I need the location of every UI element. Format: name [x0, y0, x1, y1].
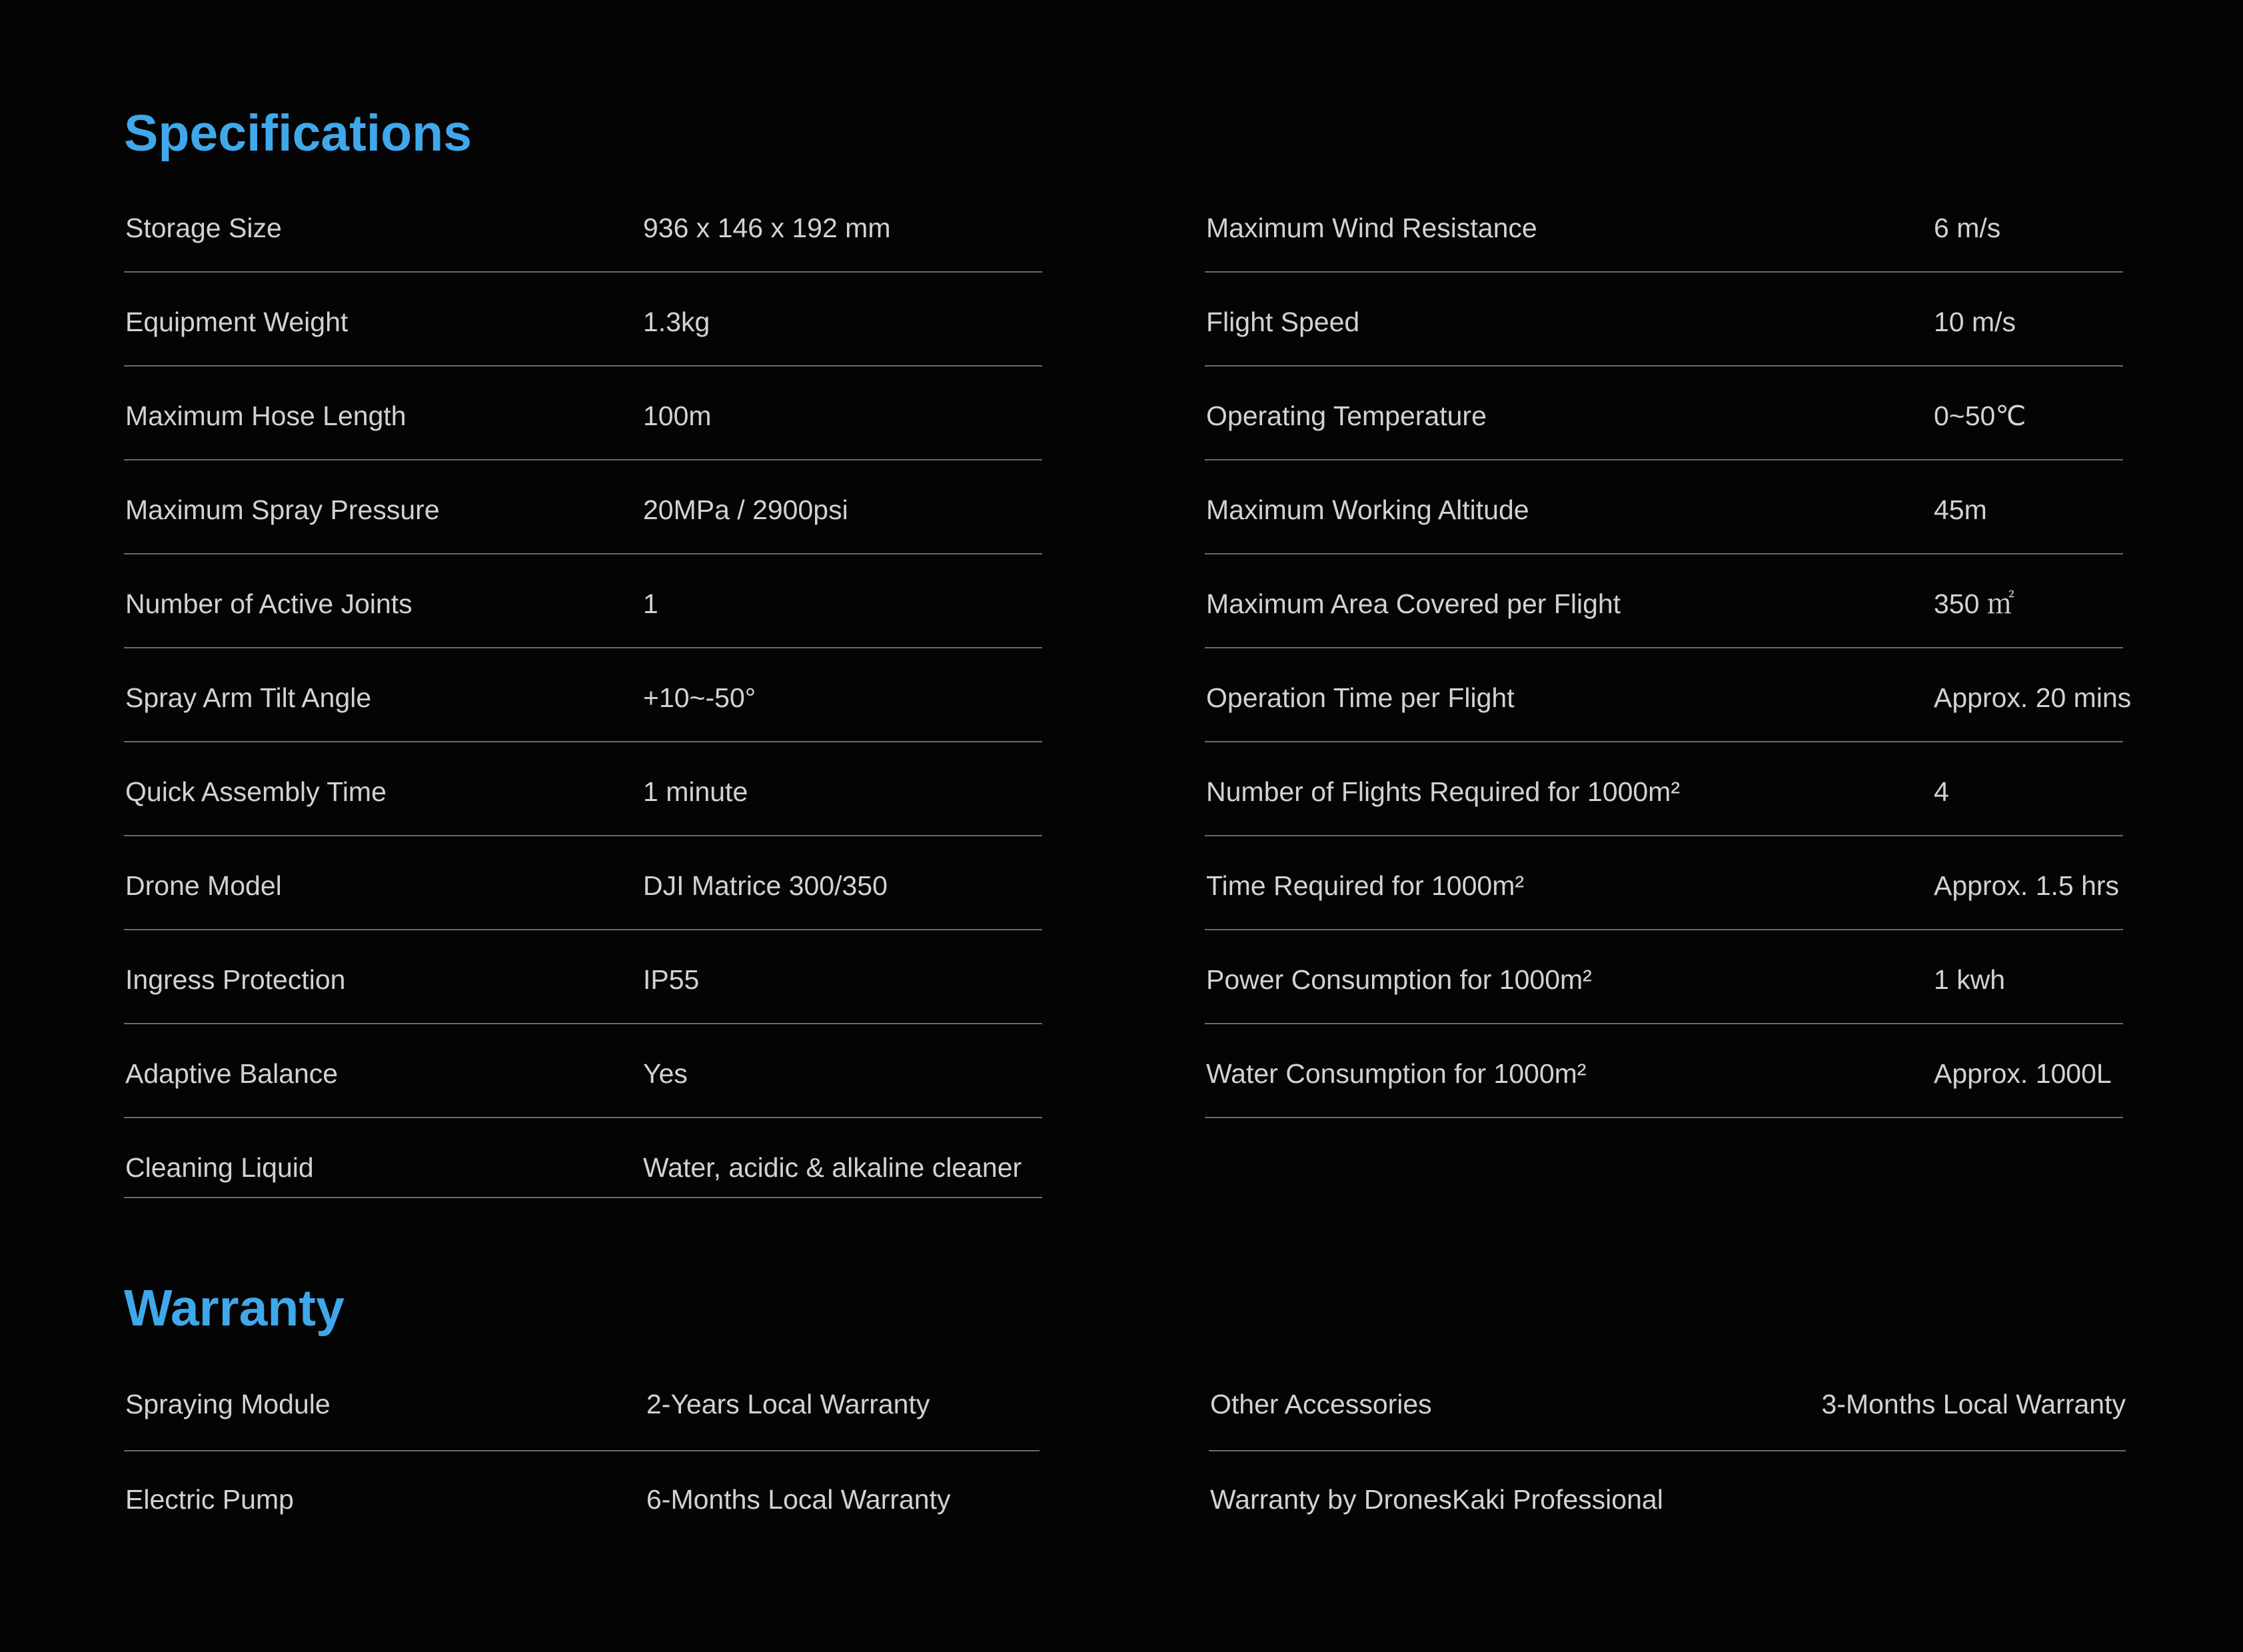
- warranty-label: Other Accessories: [1210, 1389, 1432, 1419]
- specifications-heading: Specifications: [124, 105, 472, 162]
- spec-label: Water Consumption for 1000m²: [1206, 1058, 1587, 1089]
- spec-label: Drone Model: [125, 870, 282, 901]
- spec-value: DJI Matrice 300/350: [643, 870, 888, 901]
- spec-value: 350 ㎡: [1934, 588, 2014, 619]
- warranty-row: [1209, 1356, 2126, 1451]
- spec-value: Yes: [643, 1058, 688, 1089]
- spec-row: [1205, 930, 2123, 1024]
- warranty-row: [1209, 1451, 2126, 1547]
- spec-row: [1205, 1024, 2123, 1118]
- spec-value: 10 m/s: [1934, 307, 2016, 337]
- spec-value: Approx. 20 mins: [1934, 682, 2132, 713]
- spec-label: Flight Speed: [1206, 307, 1360, 337]
- spec-row: [1205, 273, 2123, 367]
- spec-row: [124, 836, 1042, 930]
- spec-label: Maximum Wind Resistance: [1206, 213, 1537, 243]
- spec-label: Maximum Working Altitude: [1206, 494, 1529, 525]
- spec-row: [1205, 460, 2123, 554]
- spec-label: Maximum Spray Pressure: [125, 494, 440, 525]
- spec-row: [124, 460, 1042, 554]
- spec-value: 1 kwh: [1934, 964, 2006, 995]
- spec-row: [124, 554, 1042, 648]
- spec-value: Water, acidic & alkaline cleaner: [643, 1152, 1022, 1183]
- warranty-label: Electric Pump: [125, 1484, 294, 1515]
- spec-row: [124, 930, 1042, 1024]
- warranty-value: 6-Months Local Warranty: [646, 1484, 951, 1515]
- spec-label: Quick Assembly Time: [125, 776, 386, 807]
- specifications-left-column: [124, 179, 1042, 1198]
- spec-label: Time Required for 1000m²: [1206, 870, 1525, 901]
- spec-value: 100m: [643, 401, 712, 431]
- spec-row: [1205, 367, 2123, 460]
- spec-label: Equipment Weight: [125, 307, 349, 337]
- spec-value: Approx. 1.5 hrs: [1934, 870, 2120, 901]
- spec-row: [124, 179, 1042, 273]
- spec-row: [1205, 648, 2132, 742]
- warranty-right-column: [1209, 1356, 2126, 1547]
- spec-label: Spray Arm Tilt Angle: [125, 682, 372, 713]
- spec-label: Operation Time per Flight: [1206, 682, 1515, 713]
- spec-label: Number of Flights Required for 1000m²: [1206, 776, 1680, 807]
- spec-row: [124, 367, 1042, 460]
- spec-label: Cleaning Liquid: [125, 1152, 314, 1183]
- spec-row: [1205, 179, 2123, 273]
- spec-value: 1.3kg: [643, 307, 710, 337]
- warranty-provider-note: Warranty by DronesKaki Professional: [1210, 1484, 1663, 1515]
- spec-value: 1 minute: [643, 776, 748, 807]
- spec-row: [124, 742, 1042, 836]
- spec-label: Number of Active Joints: [125, 588, 412, 619]
- warranty-row: [124, 1356, 1040, 1451]
- spec-value: 936 x 146 x 192 mm: [643, 213, 891, 243]
- warranty-left-column: [124, 1356, 1040, 1547]
- spec-value: Approx. 1000L: [1934, 1058, 2112, 1089]
- spec-row: [124, 273, 1042, 367]
- spec-label: Maximum Area Covered per Flight: [1206, 588, 1621, 619]
- spec-value: 20MPa / 2900psi: [643, 494, 848, 525]
- spec-row: [1205, 836, 2123, 930]
- spec-value: 45m: [1934, 494, 1987, 525]
- warranty-row: [124, 1451, 1040, 1547]
- spec-value: IP55: [643, 964, 700, 995]
- warranty-value: 2-Years Local Warranty: [646, 1389, 930, 1419]
- spec-label: Power Consumption for 1000m²: [1206, 964, 1592, 995]
- spec-row: [1205, 742, 2123, 836]
- specifications-right-column: [1205, 179, 2132, 1118]
- spec-label: Storage Size: [125, 213, 282, 243]
- spec-label: Maximum Hose Length: [125, 401, 406, 431]
- spec-value: 4: [1934, 776, 1949, 807]
- spec-value: 1: [643, 588, 658, 619]
- spec-label: Operating Temperature: [1206, 401, 1487, 431]
- warranty-heading: Warranty: [124, 1279, 345, 1337]
- spec-label: Ingress Protection: [125, 964, 346, 995]
- spec-value: 0~50℃: [1934, 401, 2026, 431]
- warranty-value: 3-Months Local Warranty: [1821, 1389, 2126, 1419]
- spec-value: +10~-50°: [643, 682, 756, 713]
- warranty-label: Spraying Module: [125, 1389, 331, 1419]
- spec-label: Adaptive Balance: [125, 1058, 339, 1089]
- spec-row: [1205, 554, 2123, 648]
- spec-row: [124, 1024, 1042, 1118]
- spec-row: [124, 648, 1042, 742]
- spec-value: 6 m/s: [1934, 213, 2001, 243]
- spec-row: [124, 1118, 1042, 1198]
